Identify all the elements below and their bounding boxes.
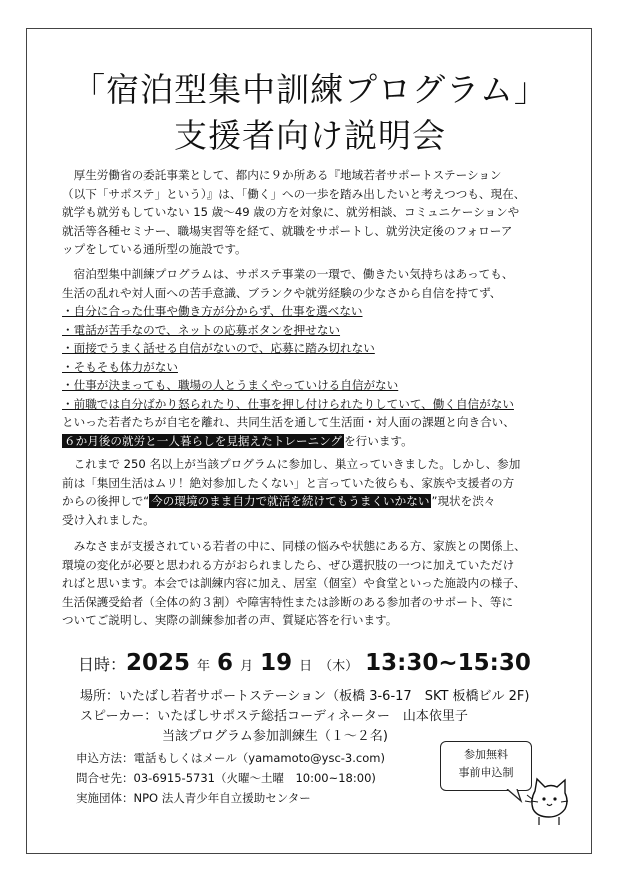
- bullet-item: ・面接でうまく話せる自信がないので、応募に踏み切れない: [62, 341, 375, 355]
- highlight-text: ６か月後の就労と一人暮らしを見据えたトレーニング: [64, 433, 343, 448]
- bullet-item: ・そもそも体力がない: [62, 359, 178, 374]
- bullet-item: ・仕事が決まっても、職場の人とうまくやっていける自信がない: [62, 378, 399, 392]
- bullet-item: ・電話が苦手なので、ネットの応募ボタンを押せない: [62, 322, 341, 337]
- text-line: [62, 432, 562, 451]
- title-line-2: 支援者向け説明会: [174, 116, 446, 155]
- text-line: （以下「サポステ」という）』は、「働く」への一歩を踏み出したいと考えつつも、現在、: [62, 186, 526, 201]
- text-line: ればと思います。本会では訓練内容に加え、居室（個室）や食堂といった施設内の様子、: [62, 576, 526, 590]
- text-fragment: ”現状を渋々: [431, 494, 496, 508]
- bubble-line: 参加無料: [464, 748, 508, 761]
- event-place: 場所：いたばし若者サポートステーション（板橋 3-6-17 SKT 板橋ビル 2F): [80, 689, 530, 704]
- date-year-unit: 年: [197, 659, 211, 674]
- highlight-text: 今の環境のまま自力で就活を続けてもうまくいかない: [151, 494, 430, 508]
- apply-method: 申込方法：電話もしくはメール（yamamoto@ysc-3.com): [76, 751, 385, 765]
- event-speaker: スピーカー：いたばしサポステ総括コーディネーター 山本依里子: [80, 709, 468, 724]
- organizer: 実施団体：NPO 法人青少年自立援助センター: [76, 791, 311, 805]
- text-fragment: からの後押しで“: [62, 494, 150, 508]
- text-line: みなさまが支援されている若者の中に、同様の悩みや状態にある方、家族との関係上、: [73, 539, 526, 553]
- text-line: ついてご説明し、実際の訓練参加者の声、質疑応答を行います。: [62, 613, 398, 627]
- text-line: 宿泊型集中訓練プログラムは、サポステ事業の一環で、働きたい気持ちはあっても、: [73, 267, 514, 281]
- event-date: [78, 650, 531, 676]
- bubble-line: 事前申込制: [458, 766, 514, 779]
- date-day-unit: 日: [299, 659, 313, 674]
- invitation-paragraph: [62, 537, 562, 630]
- date-label: 日時：: [78, 655, 127, 674]
- text-line: 厚生労働省の委託事業として、都内に９か所ある『地域若者サポートステーション: [73, 168, 502, 182]
- text-line: 就学も就労もしていない 15 歳～49 歳の方を対象に、就労相談、コミュニケーションや: [62, 205, 520, 219]
- text-line: 受け入れました。: [62, 512, 155, 527]
- text-line: 就活等各種セミナー、職場実習等を経て、就職をサポートし、就労決定後のフォローア: [62, 223, 513, 238]
- text-line: 生活保護受給者（全体の約３割）や障害特性または診断のある参加者のサポート、等に: [62, 594, 514, 609]
- contact-info: 問合せ先：03-6915-5731（火曜～土曜 10:00~18:00): [76, 771, 376, 785]
- program-paragraph: [62, 265, 562, 450]
- event-speaker-2: 当該プログラム参加訓練生（１～２名): [162, 729, 388, 744]
- date-month: 6: [217, 650, 234, 676]
- date-year: 2025: [126, 650, 191, 676]
- cat-mascot-icon: [523, 775, 573, 827]
- history-paragraph: [62, 455, 562, 529]
- bullet-item: ・前職では自分ばかり怒られたり、仕事を押し付けられたりしていて、働く自信がない: [62, 396, 514, 411]
- date-month-unit: 月: [240, 659, 254, 674]
- date-day: 19: [260, 650, 293, 676]
- date-weekday: （木）: [319, 659, 359, 674]
- bullet-item: ・自分に合った仕事や働き方が分からず、仕事を選べない: [62, 304, 363, 318]
- text-line: [62, 492, 562, 511]
- text-fragment: を行います。: [344, 433, 413, 448]
- text-line: これまで 250 名以上が当該プログラムに参加し、巣立っていきました。しかし、参加: [73, 457, 521, 471]
- text-line: 生活の乱れや対人面への苦手意識、ブランクや就労経験の少なさから自信を持てず、: [62, 285, 502, 300]
- free-admission-bubble: [440, 741, 532, 791]
- intro-paragraph: [62, 166, 562, 259]
- text-line: 環境の変化が必要と思われる方がおられましたら、ぜひ選択肢の一つに加えていただけ: [62, 557, 515, 572]
- text-line: ップをしている通所型の施設です。: [62, 242, 247, 256]
- title-line-1: 「宿泊型集中訓練プログラム」: [72, 70, 548, 109]
- text-line: 前は「集団生活はムリ！絶対参加したくない」と言っていた彼らも、家族や支援者の方: [62, 475, 515, 490]
- event-time: 13:30~15:30: [365, 650, 531, 676]
- text-line: といった若者たちが自宅を離れ、共同生活を通して生活面・対人面の課題と向き合い、: [62, 415, 515, 429]
